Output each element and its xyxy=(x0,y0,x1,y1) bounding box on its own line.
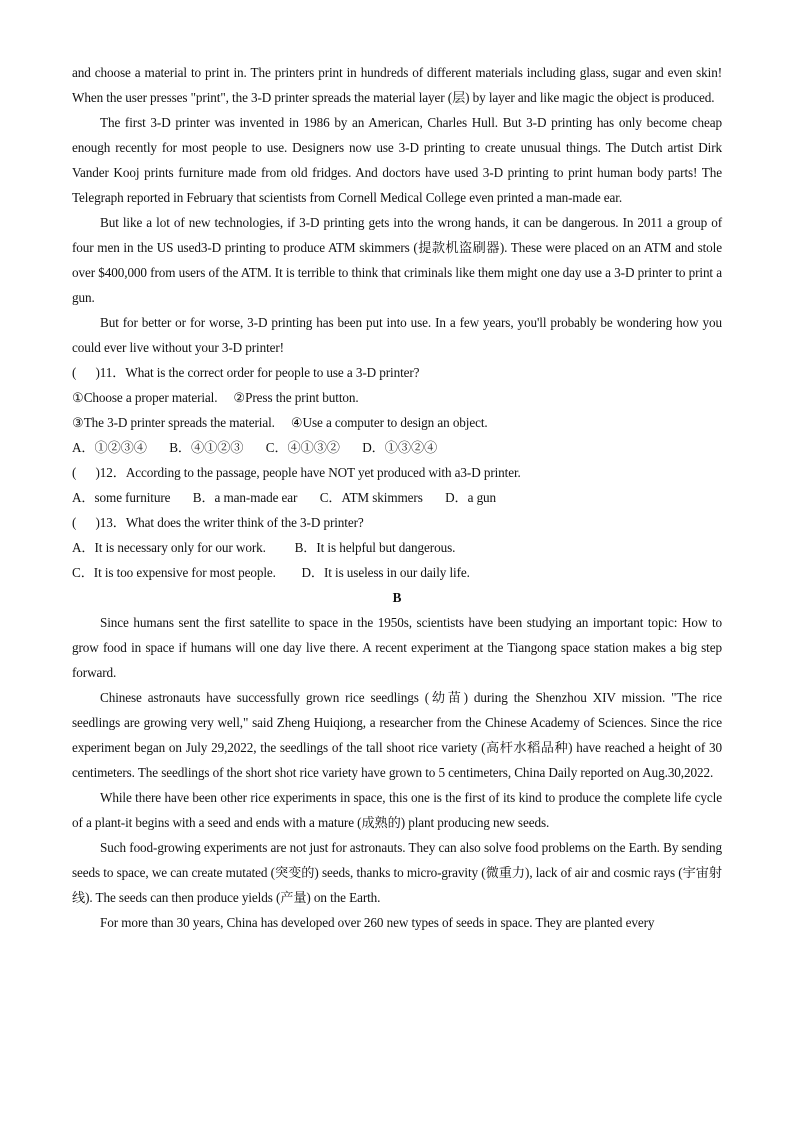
paragraph: The first 3-D printer was invented in 1986 by an American, Charles Hull. But 3-D printing has only become cheap enough recently for most people to use. Designers now use 3-D printing to create unusual things. The Dutch artist Dirk Vander Kooj prints furniture made from old fridges. And doctors have used 3-D printing to print human body parts! The Telegraph reported in February that scientists from Cornell Medical College even printed a man-made ear. xyxy=(72,115,722,205)
question-stem: ( )12．According to the passage, people have NOT yet produced with a3-D printer. xyxy=(72,465,521,480)
question-option-line: C．It is too expensive for most people. D．It is useless in our daily life. xyxy=(72,565,470,580)
paragraph: But for better or for worse, 3-D printing has been put into use. In a few years, you'll probably be wondering how you could ever live without your 3-D printer! xyxy=(72,315,722,355)
document-page xyxy=(72,60,722,935)
question-stem: ( )11．What is the correct order for people to use a 3-D printer? xyxy=(72,365,420,380)
question-option-line: ①Choose a proper material. ②Press the print button. xyxy=(72,390,359,405)
paragraph: For more than 30 years, China has developed over 260 new types of seeds in space. They are planted every xyxy=(100,915,655,930)
question-option-line: A．It is necessary only for our work. B．It is helpful but dangerous. xyxy=(72,540,456,555)
question-option-line: A．①②③④ B．④①②③ C．④①③② D．①③②④ xyxy=(72,440,438,455)
question-stem: ( )13．What does the writer think of the 3-D printer? xyxy=(72,515,364,530)
paragraph: While there have been other rice experiments in space, this one is the first of its kind to produce the complete life cycle of a plant-it begins with a seed and ends with a mature (成熟的) plant producing new seeds. xyxy=(72,790,722,830)
paragraph: and choose a material to print in. The printers print in hundreds of different materials including glass, sugar and even skin! When the user presses "print", the 3-D printer spreads the material layer (层) by layer and like magic the object is produced. xyxy=(72,65,722,105)
paragraph: But like a lot of new technologies, if 3-D printing gets into the wrong hands, it can be dangerous. In 2011 a group of four men in the US used3-D printing to produce ATM skimmers (提款机盗刷器). These were placed on an ATM and stole over $400,000 from users of the ATM. It is terrible to think that criminals like them might one day use a 3-D printer to print a gun. xyxy=(72,215,722,305)
paragraph: Such food-growing experiments are not just for astronauts. They can also solve food problems on the Earth. By sending seeds to space, we can create mutated (突变的) seeds, thanks to micro-gravity (微重力), lack of air and cosmic rays (宇宙射线). The seeds can then produce yields (产量) on the Earth. xyxy=(72,840,722,905)
paragraph: Since humans sent the first satellite to space in the 1950s, scientists have been studying an important topic: How to grow food in space if humans will one day live there. A recent experiment at the Tiangong space station makes a big step forward. xyxy=(72,615,722,680)
question-option-line: A．some furniture B．a man-made ear C．ATM skimmers D．a gun xyxy=(72,490,497,505)
paragraph: Chinese astronauts have successfully grown rice seedlings (幼苗) during the Shenzhou XIV mission. "The rice seedlings are growing very well," said Zheng Huiqiong, a researcher from the Chinese Academy of Sciences. Since the rice experiment began on July 29,2022, the seedlings of the tall shoot rice variety (高杆水稻品种) have reached a height of 30 centimeters. The seedlings of the short shot rice variety have grown to 5 centimeters, China Daily reported on Aug.30,2022. xyxy=(72,690,722,780)
question-option-line: ③The 3-D printer spreads the material. ④Use a computer to design an object. xyxy=(72,415,488,430)
section-heading: B xyxy=(392,590,402,605)
